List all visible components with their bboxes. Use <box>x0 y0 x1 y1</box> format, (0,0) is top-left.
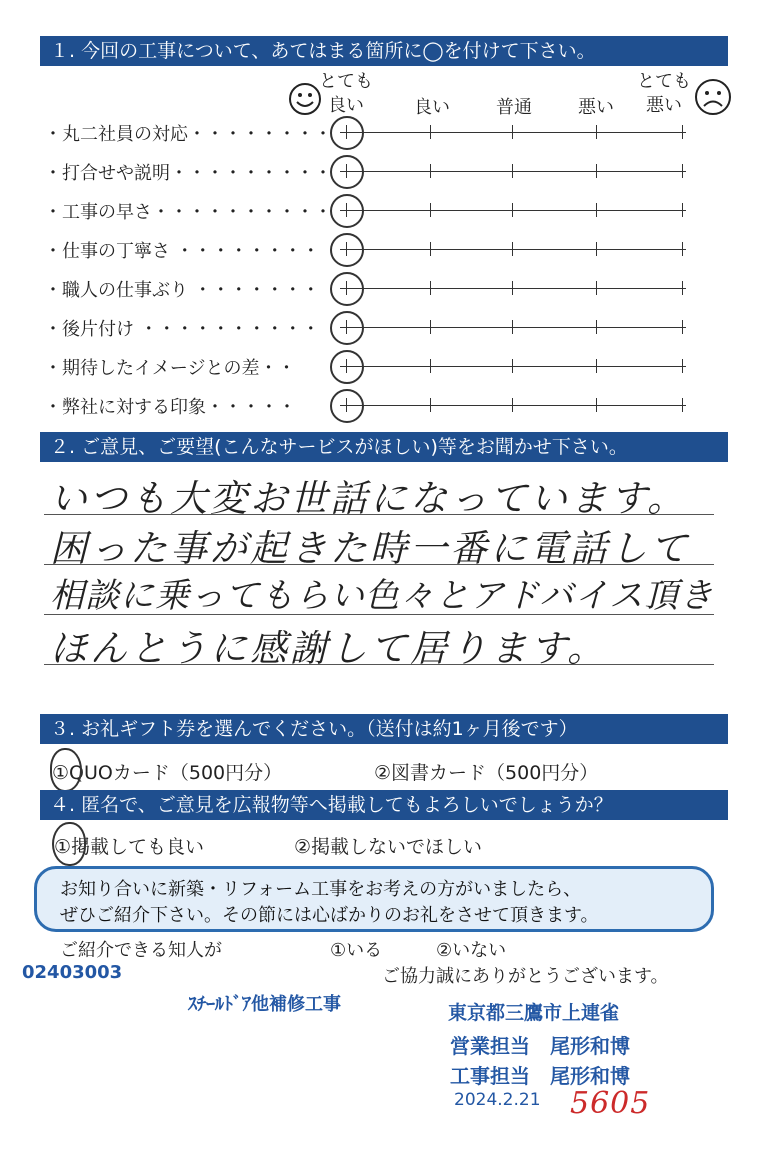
scale-very-bad-top: とても <box>637 71 691 92</box>
rating-scale-line <box>340 171 686 172</box>
selection-circle-mark <box>330 311 364 345</box>
rating-tick-normal[interactable] <box>512 320 513 334</box>
rating-tick-very-bad[interactable] <box>682 398 683 412</box>
rating-tick-very-bad[interactable] <box>682 359 683 373</box>
scale-bad: 悪い <box>578 97 614 118</box>
referral-text-line2: ぜひご紹介下さい。その節には心ばかりのお礼をさせて頂きます。 <box>60 905 599 926</box>
scale-very-good-bottom: 良い <box>328 95 364 116</box>
smiley-face-icon <box>288 82 322 116</box>
rating-question-label: ・打合せや説明・・・・・・・・・ <box>44 163 332 184</box>
rating-question-label: ・弊社に対する印象・・・・・ <box>44 397 296 418</box>
rating-tick-bad[interactable] <box>596 359 597 373</box>
rating-tick-very-bad[interactable] <box>682 242 683 256</box>
rating-tick-normal[interactable] <box>512 242 513 256</box>
rating-tick-very-bad[interactable] <box>682 320 683 334</box>
rating-tick-bad[interactable] <box>596 398 597 412</box>
selection-circle-mark <box>330 389 364 423</box>
rating-tick-good[interactable] <box>430 359 431 373</box>
publish-option-yes[interactable]: ①掲載しても良い <box>54 836 205 858</box>
rating-tick-normal[interactable] <box>512 164 513 178</box>
section2-header: ２. ご意見、ご要望(こんなサービスがほしい)等をお聞かせ下さい。 <box>40 432 728 462</box>
handwritten-comment-line: 相談に乗ってもらい色々とアドバイス頂き <box>50 576 714 616</box>
sad-face-icon <box>694 78 732 116</box>
gift-option-tosho[interactable]: ②図書カード（500円分） <box>374 762 599 784</box>
rating-question-label: ・工事の早さ・・・・・・・・・・ <box>44 202 332 223</box>
rating-tick-good[interactable] <box>430 398 431 412</box>
rating-tick-good[interactable] <box>430 164 431 178</box>
referral-option-no[interactable]: ②いない <box>436 940 507 961</box>
rating-tick-normal[interactable] <box>512 359 513 373</box>
selection-circle-mark <box>330 194 364 228</box>
rating-tick-bad[interactable] <box>596 164 597 178</box>
selection-circle-mark <box>330 233 364 267</box>
scale-very-bad-bottom: 悪い <box>646 95 682 116</box>
selection-circle-mark <box>330 350 364 384</box>
rating-question-label: ・仕事の丁寧さ ・・・・・・・・ <box>44 241 320 262</box>
rating-scale-line <box>340 210 686 211</box>
construction-rep: 工事担当 尾形和博 <box>450 1064 630 1088</box>
rating-tick-good[interactable] <box>430 281 431 295</box>
selection-circle-mark <box>52 822 86 866</box>
rating-tick-bad[interactable] <box>596 242 597 256</box>
rating-tick-good[interactable] <box>430 320 431 334</box>
handwritten-comment-line: 困った事が起きた時一番に電話して <box>50 527 690 570</box>
rating-scale-line <box>340 132 686 133</box>
survey-date: 2024.2.21 <box>454 1090 541 1110</box>
rating-tick-bad[interactable] <box>596 281 597 295</box>
rating-scale-line <box>340 366 686 367</box>
selection-circle-mark <box>330 116 364 150</box>
section4-header: ４. 匿名で、ご意見を広報物等へ掲載してもよろしいでしょうか？ <box>40 790 728 820</box>
survey-id: 02403003 <box>22 962 123 983</box>
scale-normal: 普通 <box>496 97 532 118</box>
rating-question-label: ・期待したイメージとの差・・ <box>44 358 296 379</box>
rating-question-label: ・丸二社員の対応・・・・・・・・ <box>44 124 332 145</box>
thanks-message: ご協力誠にありがとうございます。 <box>382 966 669 987</box>
rating-tick-good[interactable] <box>430 125 431 139</box>
rating-question-label: ・後片付け ・・・・・・・・・・ <box>44 319 320 340</box>
selection-circle-mark <box>330 155 364 189</box>
rating-tick-very-bad[interactable] <box>682 203 683 217</box>
referral-question: ご紹介できる知人が <box>60 940 222 961</box>
rating-tick-good[interactable] <box>430 242 431 256</box>
rating-tick-very-bad[interactable] <box>682 281 683 295</box>
selection-circle-mark <box>50 748 82 792</box>
referral-text-line1: お知り合いに新築・リフォーム工事をお考えの方がいましたら、 <box>60 879 582 900</box>
section3-header: ３. お礼ギフト券を選んでください。（送付は約1ヶ月後です） <box>40 714 728 744</box>
section1-header: １. 今回の工事について、あてはまる箇所に◯を付けて下さい。 <box>40 36 728 66</box>
gift-option-quo[interactable]: ①QUOカード（500円分） <box>52 762 283 784</box>
rating-scale-line <box>340 249 686 250</box>
work-type: ｽﾁｰﾙﾄﾞｱ他補修工事 <box>188 994 341 1015</box>
handwritten-comment-line: いつも大変お世話になっています。 <box>50 477 688 520</box>
rating-tick-normal[interactable] <box>512 125 513 139</box>
rating-scale-line <box>340 405 686 406</box>
customer-address: 東京都三鷹市上連雀 <box>448 1002 620 1024</box>
referral-option-yes[interactable]: ①いる <box>330 940 383 961</box>
rating-scale-line <box>340 288 686 289</box>
handwritten-comment-line: ほんとうに感謝して居ります。 <box>50 627 608 670</box>
scale-very-good-top: とても <box>319 71 373 92</box>
rating-question-label: ・職人の仕事ぶり ・・・・・・・ <box>44 280 320 301</box>
rating-tick-very-bad[interactable] <box>682 125 683 139</box>
selection-circle-mark <box>330 272 364 306</box>
scale-good: 良い <box>414 97 450 118</box>
rating-tick-bad[interactable] <box>596 320 597 334</box>
rating-tick-normal[interactable] <box>512 281 513 295</box>
rating-tick-normal[interactable] <box>512 203 513 217</box>
rating-tick-bad[interactable] <box>596 125 597 139</box>
rating-tick-normal[interactable] <box>512 398 513 412</box>
rating-scale-line <box>340 327 686 328</box>
handwritten-number: 5605 <box>570 1086 651 1121</box>
rating-tick-bad[interactable] <box>596 203 597 217</box>
sales-rep: 営業担当 尾形和博 <box>450 1034 630 1058</box>
publish-option-no[interactable]: ②掲載しないでほしい <box>294 836 483 858</box>
rating-tick-good[interactable] <box>430 203 431 217</box>
rating-tick-very-bad[interactable] <box>682 164 683 178</box>
